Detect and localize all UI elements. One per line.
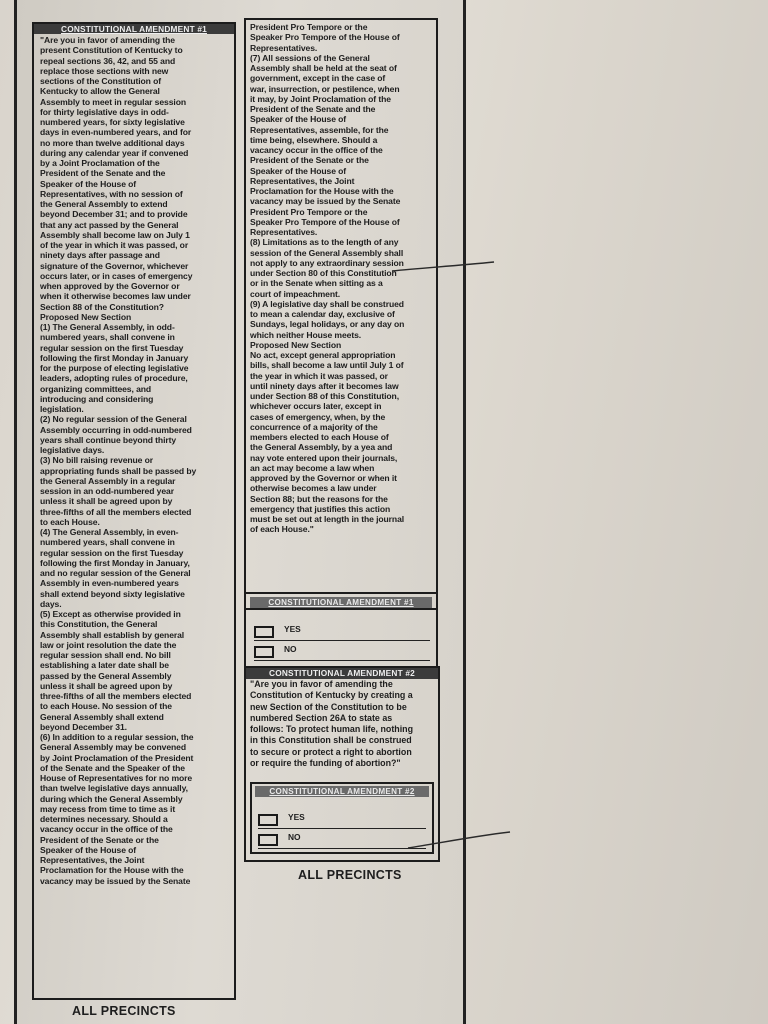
text-line: days in even-numbered years, and for (40, 127, 192, 138)
text-line: legislation. (40, 404, 84, 414)
text-line: signature of the Governor, whichever (40, 260, 189, 271)
amendment-2-yes-checkbox[interactable] (258, 814, 278, 826)
text-line: Assembly shall become law on July 1 (40, 229, 190, 240)
text-line: Assembly to meet in regular session (40, 96, 186, 107)
text-line: this Constitution, the General (40, 619, 158, 630)
text-line: sections of the Constitution of (40, 76, 162, 86)
amendment-1-no-option[interactable] (254, 644, 430, 661)
text-line: it may, by Joint Proclamation of the (250, 93, 391, 104)
text-line: until ninety days after it becomes law (250, 380, 399, 391)
text-line: Section 88; but the reasons for the (250, 493, 388, 504)
text-line: replace those sections with new (40, 65, 169, 76)
amendment-1-vote-box (244, 592, 438, 668)
text-line: (4) The General Assembly, in even- (40, 527, 179, 537)
amendment-1-no-checkbox[interactable] (254, 646, 274, 658)
text-line: President Pro Tempore or the (250, 206, 368, 217)
text-line: Proclamation for the House with the (250, 186, 394, 196)
amendment-2-no-label: NO (288, 832, 301, 842)
text-line: regular session on the first Tuesday (40, 547, 184, 558)
amendment-1-text-column (32, 22, 236, 1000)
text-line: which neither House meets. (250, 329, 362, 340)
amendment-1-yes-checkbox[interactable] (254, 626, 274, 638)
text-line: leaders, adopting rules of procedure, (40, 373, 188, 384)
text-line: Speaker Pro Tempore of the House of (250, 32, 400, 43)
text-line: vacancy occur in the office of the (40, 824, 173, 835)
amendment-2-question (246, 679, 438, 769)
text-line: occurs later, or in cases of emergency (40, 270, 193, 281)
text-line: the General Assembly to extend (40, 199, 168, 209)
text-line: "Are you in favor of amending the (40, 35, 175, 45)
text-line: President of the Senate and the (250, 104, 376, 114)
amendment-1-body-continued (250, 22, 432, 535)
text-line: vacancy may be issued by the Senate (40, 875, 191, 886)
text-line: following the first Monday in January (40, 352, 189, 363)
text-line: to each House. (40, 516, 100, 527)
text-line: for thirty legislative days in odd- (40, 106, 169, 117)
amendment-1-no-label: NO (284, 644, 297, 654)
text-line: numbered years, for sixty legislative (40, 117, 185, 127)
left-footer: ALL PRECINCTS (72, 1004, 176, 1018)
text-line: (3) No bill raising revenue or (40, 455, 154, 466)
text-line: nay vote entered upon their journals, (250, 452, 398, 463)
text-line: Speaker of the House of (250, 114, 347, 125)
text-line: President of the Senate or the (250, 155, 369, 166)
text-line: regular session shall end. No bill (40, 650, 171, 660)
text-line: (2) No regular session of the General (40, 414, 187, 425)
text-line: during any calendar year if convened (40, 147, 189, 158)
text-line: Representatives, the Joint (40, 855, 145, 865)
text-line: Assembly occurring in odd-numbered (40, 424, 192, 435)
text-line: Speaker of the House of (40, 844, 137, 855)
text-line: (9) A legislative day shall be construed (250, 298, 404, 309)
text-line: President of the Senate or the (40, 834, 159, 845)
text-line: the year in which it was passed, or (250, 370, 388, 381)
text-line: or in the Senate when sitting as a (250, 278, 383, 289)
text-line: emergency that justifies this action (250, 503, 391, 514)
text-line: vacancy may be issued by the Senate (250, 196, 401, 207)
text-line: war, insurrection, or pestilence, when (250, 83, 400, 94)
text-line: vacancy occur in the office of the (250, 145, 383, 155)
text-line: three-fifths of all the members elected (40, 506, 192, 517)
text-line: establishing a later date shall be (40, 660, 169, 671)
text-line: of each House." (250, 524, 314, 535)
amendment-2-vote-box (250, 782, 434, 854)
text-line: or require the funding of abortion?" (250, 758, 401, 769)
text-line: may recess from time to time as it (40, 803, 176, 814)
text-line: "Are you in favor of amending the (250, 679, 393, 689)
text-line: under Section 80 of this Constitution (250, 268, 397, 278)
text-line: General Assembly may be convened (40, 742, 186, 753)
text-line: (5) Except as otherwise provided in (40, 609, 181, 619)
text-line: Representatives. (250, 42, 318, 53)
text-line: the General Assembly in a regular (40, 475, 176, 486)
amendment-2-yes-option[interactable] (258, 812, 426, 829)
amendment-1-body (40, 35, 228, 886)
text-line: when approved by the Governor or (40, 281, 180, 291)
text-line: of the Senate and the Speaker of the (40, 762, 185, 773)
text-line: following the first Monday in January, (40, 557, 190, 568)
text-line: Representatives, the Joint (250, 175, 355, 186)
text-line: bills, shall become a law until July 1 of (250, 360, 404, 371)
text-line: Proposed New Section (40, 311, 132, 322)
text-line: Speaker of the House of (250, 165, 347, 176)
text-line: regular session on the first Tuesday (40, 342, 184, 353)
text-line: Proposed New Section (250, 339, 342, 350)
text-line: Assembly in even-numbered years (40, 578, 179, 589)
text-line: No act, except general appropriation (250, 350, 396, 360)
amendment-1-vote-header: CONSTITUTIONAL AMENDMENT #1 (250, 597, 432, 608)
text-line: President Pro Tempore or the (250, 22, 368, 32)
amendment-1-yes-label: YES (284, 624, 301, 634)
amendment-1-text-continued (244, 18, 438, 610)
amendment-2-vote-header: CONSTITUTIONAL AMENDMENT #2 (255, 786, 429, 797)
text-line: numbered Section 26A to state as (250, 712, 393, 723)
text-line: than twelve legislative days annually, (40, 783, 188, 794)
text-line: law or joint resolution the date the (40, 639, 177, 650)
text-line: organizing committees, and (40, 383, 152, 394)
text-line: whichever occurs later, except in (250, 401, 382, 412)
text-line: when it otherwise becomes law under (40, 291, 191, 302)
amendment-2-no-option[interactable] (258, 832, 426, 849)
text-line: unless it shall be agreed upon by (40, 496, 173, 507)
text-line: (6) In addition to a regular session, the (40, 732, 194, 742)
text-line: concurrence of a majority of the (250, 421, 378, 432)
amendment-2-box (244, 666, 440, 862)
text-line: Representatives, with no session of (40, 188, 183, 199)
text-line: members elected to each House of (250, 432, 389, 442)
text-line: by a Joint Proclamation of the (40, 158, 160, 168)
text-line: Constitution of Kentucky by creating a (250, 690, 413, 701)
text-line: introducing and considering (40, 393, 154, 404)
text-line: must be set out at length in the journal (250, 514, 405, 524)
amendment-1-yes-option[interactable] (254, 624, 430, 641)
text-line: Representatives, assemble, for the (250, 124, 389, 135)
text-line: President of the Senate and the (40, 168, 166, 179)
text-line: repeal sections 36, 42, and 55 and (40, 55, 176, 66)
amendment-1-header: CONSTITUTIONAL AMENDMENT #1 (34, 24, 234, 34)
text-line: unless it shall be agreed upon by (40, 680, 173, 691)
text-line: to mean a calendar day, exclusive of (250, 309, 395, 319)
text-line: shall extend beyond sixty legislative (40, 588, 185, 599)
text-line: (1) The General Assembly, in odd- (40, 322, 175, 332)
text-line: years shall continue beyond thirty (40, 434, 177, 445)
text-line: (7) All sessions of the General (250, 52, 370, 63)
text-line: beyond December 31; and to provide (40, 209, 188, 220)
text-line: and no regular session of the General (40, 568, 191, 578)
amendment-2-header: CONSTITUTIONAL AMENDMENT #2 (246, 668, 438, 679)
text-line: in this Constitution shall be construed (250, 735, 412, 746)
text-line: numbered years, shall convene in (40, 537, 175, 548)
text-line: not apply to any extraordinary session (250, 257, 404, 268)
text-line: three-fifths of all the members elected (40, 691, 192, 701)
text-line: (8) Limitations as to the length of any (250, 237, 399, 248)
right-footer: ALL PRECINCTS (298, 868, 402, 882)
text-line: beyond December 31. (40, 721, 127, 732)
text-line: no more than twelve additional days (40, 137, 185, 148)
amendment-2-no-checkbox[interactable] (258, 834, 278, 846)
text-line: court of impeachment. (250, 288, 341, 299)
text-line: Speaker of the House of (40, 178, 137, 189)
text-line: Section 88 of the Constitution? (40, 301, 164, 312)
text-line: Sundays, legal holidays, or any day on (250, 319, 405, 330)
text-line: legislative days. (40, 445, 105, 455)
text-line: Speaker Pro Tempore of the House of (250, 216, 400, 227)
text-line: present Constitution of Kentucky to (40, 45, 183, 56)
text-line: approved by the Governor or when it (250, 473, 397, 483)
text-line: Proclamation for the House with the (40, 865, 184, 876)
text-line: to each House. No session of the (40, 701, 172, 712)
text-line: to secure or protect a right to abortion (250, 746, 412, 757)
text-line: time being, elsewhere. Should a (250, 134, 378, 145)
text-line: follows: To protect human life, nothing (250, 724, 414, 735)
text-line: Representatives. (250, 227, 318, 237)
text-line: under Section 88 of this Constitution, (250, 391, 399, 401)
text-line: days. (40, 598, 62, 609)
text-line: session in an odd-numbered year (40, 486, 174, 496)
text-line: Assembly shall be held at the seat of (250, 63, 397, 73)
amendment-2-yes-label: YES (288, 812, 305, 822)
text-line: new Section of the Constitution to be (250, 701, 407, 712)
text-line: Kentucky to allow the General (40, 86, 160, 97)
text-line: during which the General Assembly (40, 793, 183, 804)
text-line: determines necessary. Should a (40, 814, 168, 824)
text-line: cases of emergency, when, by the (250, 411, 386, 422)
text-line: by Joint Proclamation of the President (40, 752, 194, 763)
text-line: General Assembly shall extend (40, 711, 164, 722)
text-line: government, except in the case of (250, 73, 386, 84)
text-line: passed by the General Assembly (40, 670, 172, 681)
text-line: session of the General Assembly shall (250, 247, 404, 258)
text-line: appropriating funds shall be passed by (40, 465, 197, 476)
text-line: numbered years, shall convene in (40, 332, 175, 343)
text-line: for the purpose of electing legislative (40, 363, 189, 373)
text-line: that any act passed by the General (40, 219, 179, 230)
text-line: of the year in which it was passed, or (40, 240, 189, 250)
text-line: otherwise becomes a law under (250, 483, 377, 494)
text-line: an act may become a law when (250, 462, 375, 473)
text-line: ninety days after passage and (40, 250, 160, 261)
text-line: the General Assembly, by a yea and (250, 442, 393, 453)
text-line: Assembly shall establish by general (40, 629, 185, 640)
text-line: House of Representatives for no more (40, 773, 193, 783)
